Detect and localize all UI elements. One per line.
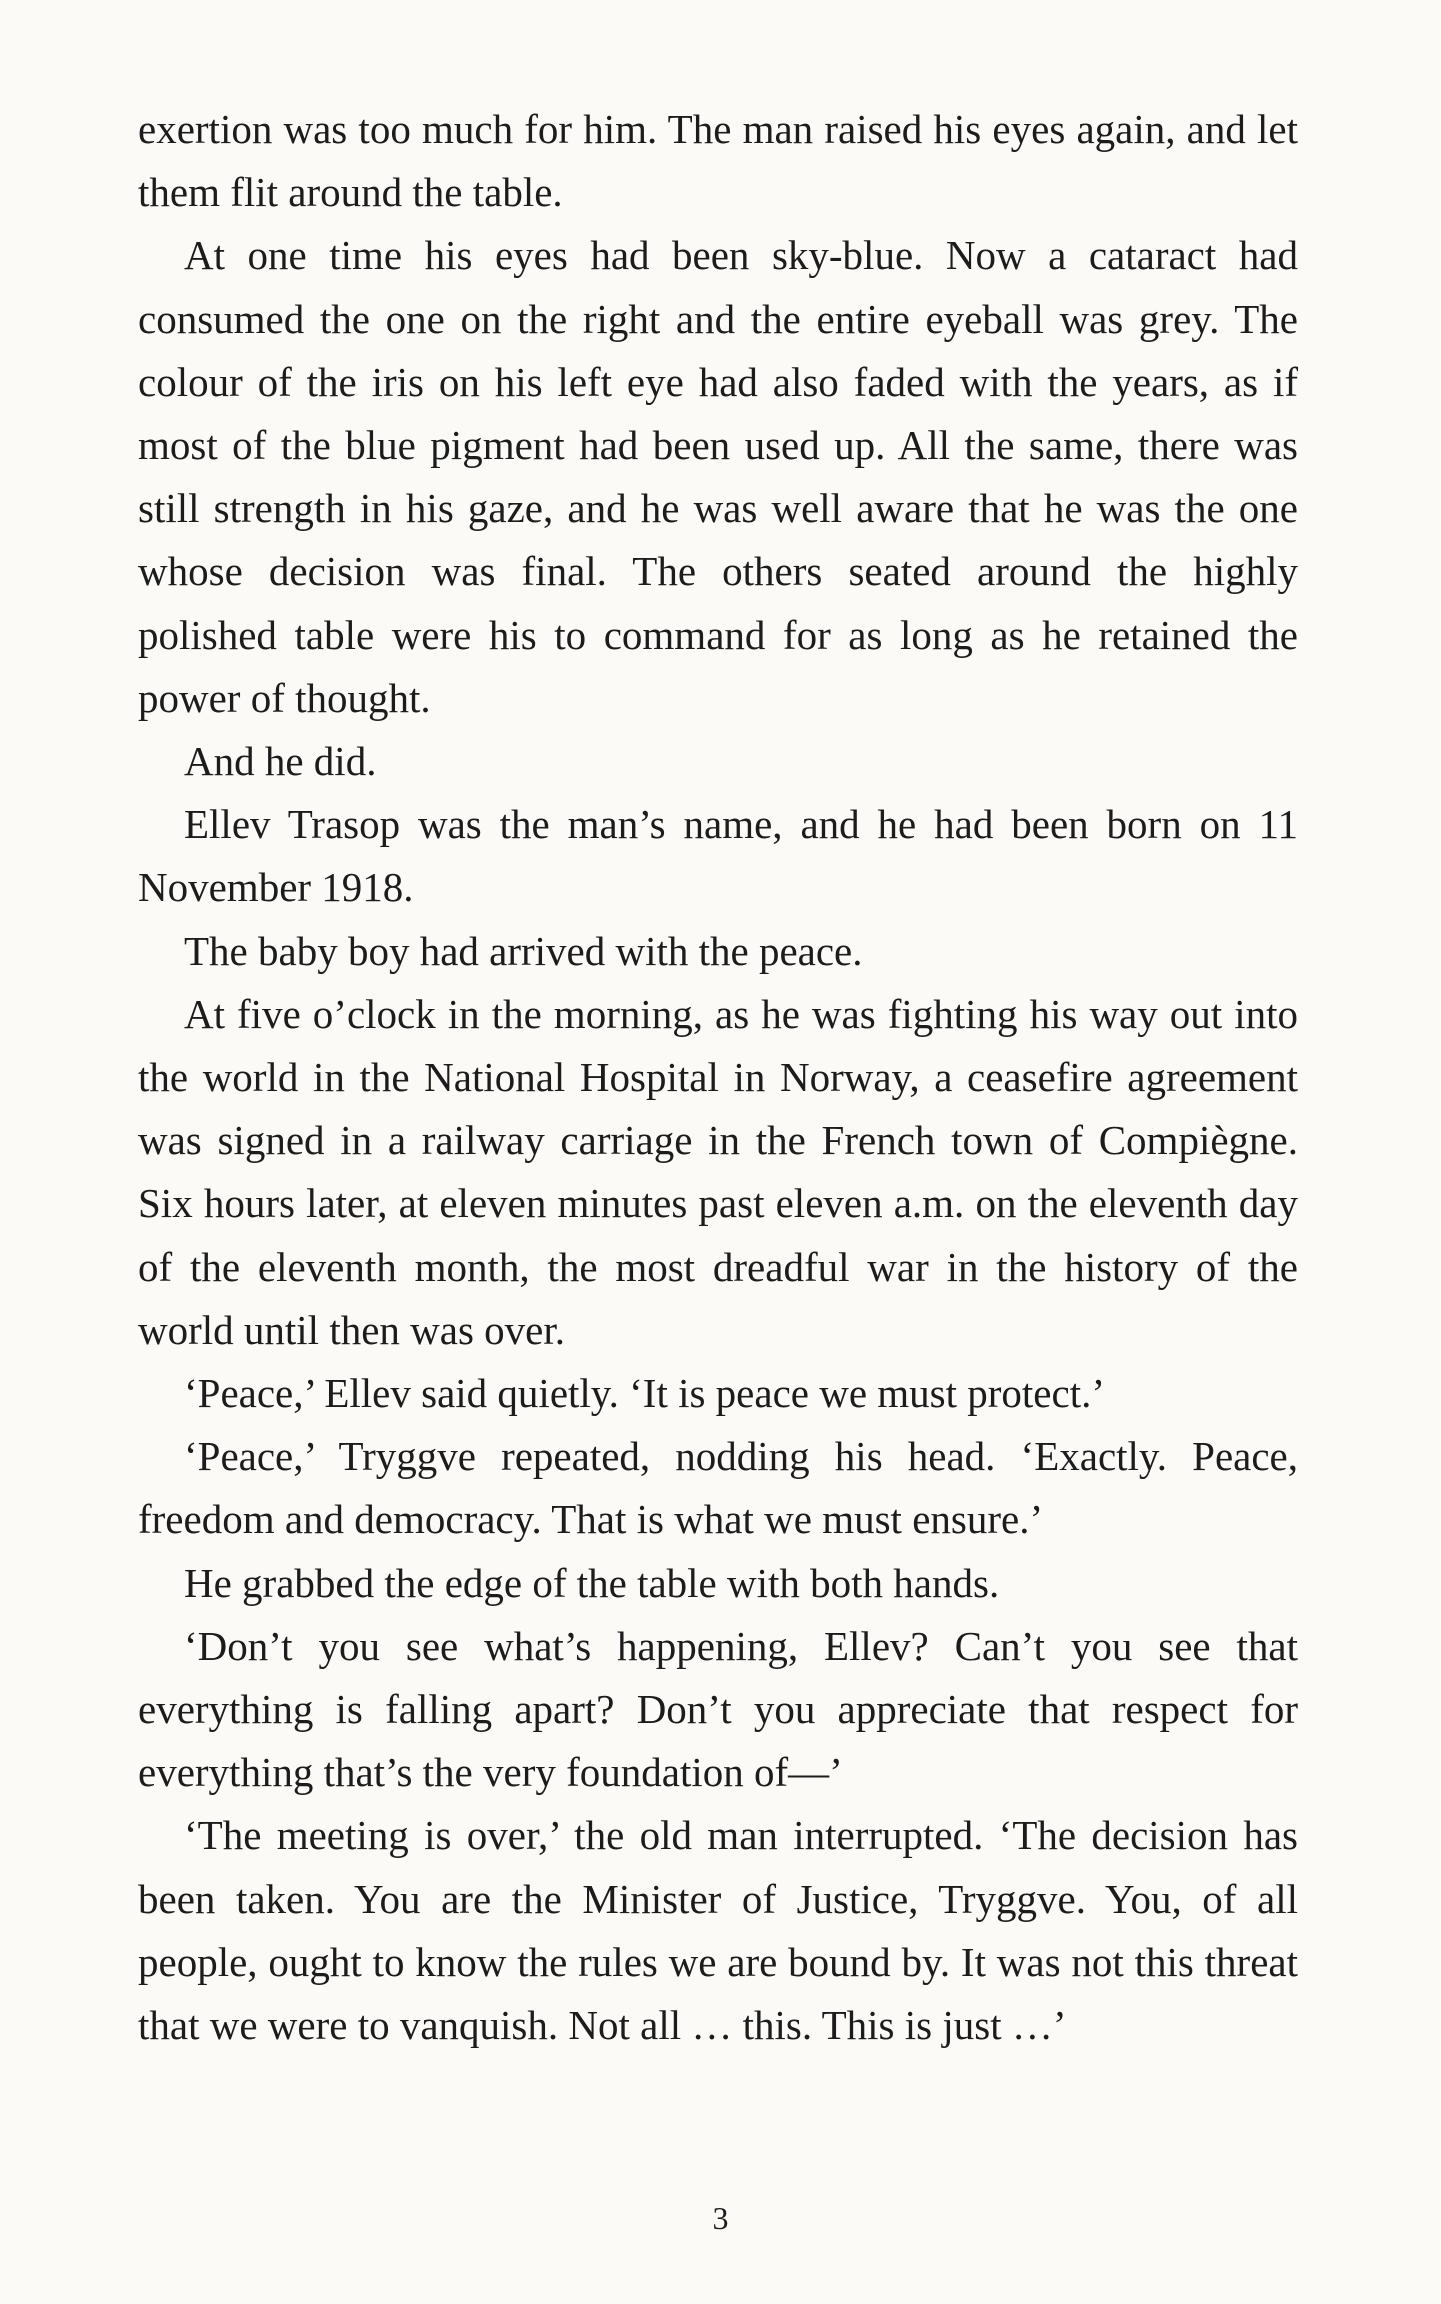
paragraph: And he did. [184, 738, 377, 785]
body-text [138, 98, 1298, 2057]
paragraph: Ellev Trasop was the man’s name, and he had been born on 11 November 1918. [138, 801, 1298, 911]
paragraph: ‘Peace,’ Ellev said quietly. ‘It is peace we must protect.’ [184, 1370, 1105, 1417]
paragraph: ‘Peace,’ Tryggve repeated, nodding his head. ‘Exactly. Peace, freedom and democracy. That is what we must ensure.’ [138, 1433, 1298, 1543]
paragraph: At five o’clock in the morning, as he was fighting his way out into the world in the National Hospital in Norway, a ceasefire agreement was signed in a railway carriage in the French town of Compiègne. Six hours later, at eleven minutes past eleven a.m. on the eleventh day of the eleventh month, the most dreadful war in the history of the world until then was over. [138, 990, 1298, 1353]
paragraph: exertion was too much for him. The man raised his eyes again, and let them flit around the table. [138, 106, 1298, 216]
paragraph: The baby boy had arrived with the peace. [184, 927, 863, 974]
paragraph: He grabbed the edge of the table with both hands. [184, 1559, 1000, 1606]
page-number: 3 [712, 2200, 729, 2236]
paragraph: At one time his eyes had been sky-blue. Now a cataract had consumed the one on the right and the entire eyeball was grey. The colour of the iris on his left eye had also faded with the years, as if most of the blue pigment had been used up. All the same, there was still strength in his gaze, and he was well aware that he was the one whose decision was final. The others seated around the highly polished table were his to command for as long as he retained the power of thought. [138, 232, 1298, 721]
paragraph: ‘Don’t you see what’s happening, Ellev? Can’t you see that everything is falling apart? Don’t you appreciate that respect for everything that’s the very foundation of—’ [138, 1622, 1298, 1796]
paragraph: ‘The meeting is over,’ the old man interrupted. ‘The decision has been taken. You are the Minister of Justice, Tryggve. You, of all people, ought to know the rules we are bound by. It was not this threat that we were to vanquish. Not all … this. This is just …’ [138, 1812, 1298, 2049]
